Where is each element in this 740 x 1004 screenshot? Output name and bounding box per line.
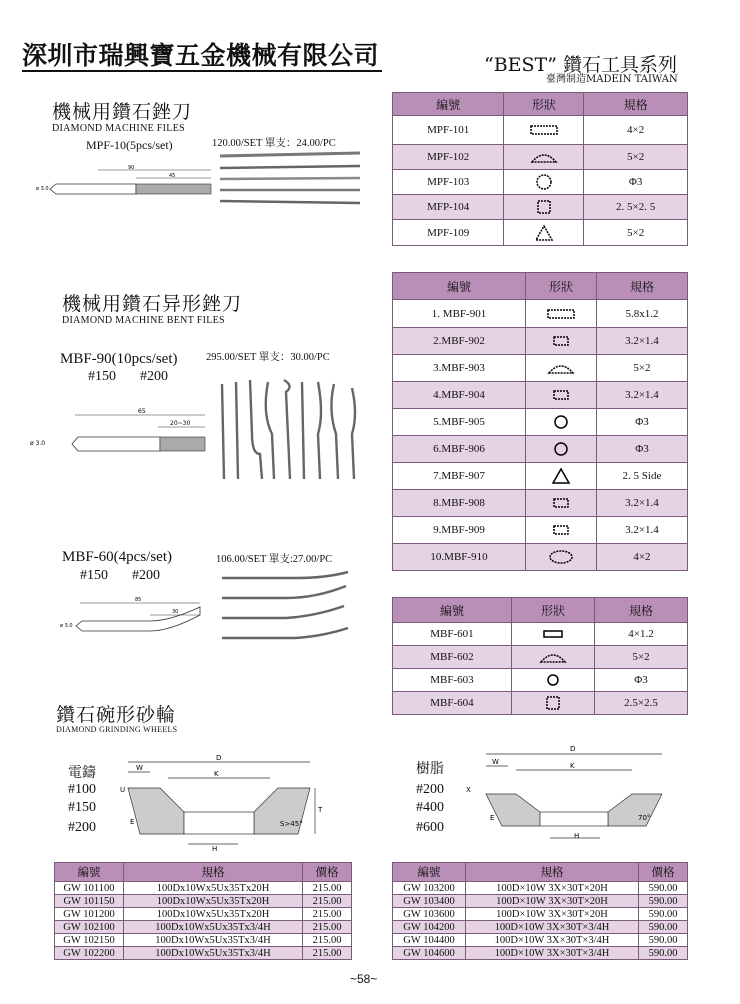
- table-row: GW 102100 100Dx10Wx5Ux35Tx3/4H 215.00: [55, 921, 352, 934]
- dim-e: E: [130, 818, 135, 826]
- dim-k-r: K: [570, 762, 575, 770]
- table-row: MPF-109 5×2: [393, 220, 688, 246]
- table-row: MBF-602 5×2: [393, 646, 688, 669]
- section2-model-a: MBF-90(10pcs/set): [60, 351, 178, 367]
- section3-title-en: DIAMOND GRINDING WHEELS: [56, 725, 178, 734]
- mbf60-len-total: 85: [135, 597, 142, 603]
- mpf-spec-table: 編號 形狀 規格 MPF-101 4×2 MPF-102 5×2 MPF-103 Φ3 MFP-104 2. 5×2. 5 MPF-109 5×2: [392, 92, 688, 246]
- mbf90-files-photo: [214, 374, 364, 482]
- table-row: GW 102150 100Dx10Wx5Ux35Tx3/4H 215.00: [55, 934, 352, 947]
- table-row: MFP-104 2. 5×2. 5: [393, 195, 688, 220]
- mpf-len-coat: 45: [169, 173, 176, 179]
- section1-title-zh: 機械用鑽石銼刀: [52, 101, 193, 123]
- mbf60-file-drawing: [60, 595, 210, 645]
- right-grit-3: #600: [416, 820, 444, 835]
- dim-e-r: E: [490, 814, 495, 822]
- made-in-label: 臺灣制造MADEIN TAIWAN: [546, 74, 678, 85]
- table-row: GW 102200 100Dx10Wx5Ux35Tx3/4H 215.00: [55, 947, 352, 960]
- dim-k: K: [214, 770, 219, 778]
- section2-model-b: MBF-60(4pcs/set): [62, 549, 172, 565]
- half-round-shape-icon: [538, 650, 568, 664]
- grit-b-1: #150: [80, 568, 108, 583]
- dim-w: W: [136, 764, 143, 772]
- triangle-shape-icon: [533, 223, 555, 243]
- right-grit-2: #400: [416, 800, 444, 815]
- grit-a-2: #200: [140, 369, 168, 384]
- company-underline: [22, 70, 382, 72]
- section1-title-en: DIAMOND MACHINE FILES: [52, 123, 185, 134]
- rect-shape-icon: [551, 388, 571, 402]
- dim-h-r: H: [574, 832, 580, 840]
- rect-wide-shape-icon: [541, 628, 565, 640]
- right-wheel-diagram: [462, 742, 672, 842]
- round-shape-icon: [551, 440, 571, 458]
- dim-u: U: [120, 786, 126, 794]
- table-row: MPF-103 Φ3: [393, 170, 688, 195]
- dim-angle-r: 70°: [638, 814, 651, 822]
- dim-t: T: [318, 806, 323, 814]
- left-grit-3: #200: [68, 820, 96, 835]
- rect-wide-shape-icon: [546, 308, 576, 320]
- table-row: GW 104400 100D×10W 3X×30T×3/4H 590.00: [393, 934, 688, 947]
- round-shape-icon: [543, 672, 563, 688]
- table-row: MPF-102 5×2: [393, 145, 688, 170]
- dim-x-r: X: [466, 786, 471, 794]
- oval-shape-icon: [547, 549, 575, 565]
- table-row: 3.MBF-903 5×2: [393, 355, 688, 382]
- table-row: 8.MBF-908 3.2×1.4: [393, 490, 688, 517]
- grit-b-2: #200: [132, 568, 160, 583]
- round-shape-icon: [534, 172, 554, 192]
- rect-shape-icon: [551, 523, 571, 537]
- table-row: GW 104200 100D×10W 3X×30T×3/4H 590.00: [393, 921, 688, 934]
- section1-price: 120.00/SET 單支：24.00/PC: [212, 138, 336, 149]
- rect-shape-icon: [551, 334, 571, 348]
- section2-title-en: DIAMOND MACHINE BENT FILES: [62, 315, 225, 326]
- table-row: 6.MBF-906 Φ3: [393, 436, 688, 463]
- mbf90-dia: ø 3.0: [30, 440, 46, 447]
- half-round-shape-icon: [546, 361, 576, 375]
- page-number: ~58~: [350, 972, 378, 986]
- section2-price-a: 295.00/SET 單支：30.00/PC: [206, 352, 330, 363]
- grit-a-1: #150: [88, 369, 116, 384]
- mbf90-file-drawing: [30, 405, 210, 465]
- table-row: GW 103400 100D×10W 3X×30T×20H 590.00: [393, 895, 688, 908]
- mbf60-len-coat: 30: [172, 609, 179, 615]
- section2-price-b: 106.00/SET 單支:27.00/PC: [216, 554, 333, 565]
- dim-d: D: [216, 754, 222, 762]
- mpf-files-photo: [210, 150, 370, 210]
- table-row: GW 101100 100Dx10Wx5Ux35Tx20H 215.00: [55, 882, 352, 895]
- left-wheel-diagram: [120, 752, 330, 852]
- half-round-shape-icon: [529, 150, 559, 164]
- table-row: MPF-101 4×2: [393, 116, 688, 145]
- dim-d-r: D: [570, 745, 576, 753]
- mbf60-files-photo: [216, 570, 356, 650]
- dim-s: S>45°: [280, 820, 303, 828]
- square-shape-icon: [543, 694, 563, 712]
- mbf90-len-coat: 20~30: [170, 420, 191, 427]
- table-row: GW 101150 100Dx10Wx5Ux35Tx20H 215.00: [55, 895, 352, 908]
- mpf-dia: ø 3.0: [36, 186, 49, 192]
- table-row: GW 104600 100D×10W 3X×30T×3/4H 590.00: [393, 947, 688, 960]
- round-shape-icon: [551, 413, 571, 431]
- section1-model: MPF-10(5pcs/set): [86, 138, 173, 152]
- mbf60-spec-table: 編號 形狀 規格 MBF-601 4×1.2 MBF-602 5×2 MBF-603 Φ3 MBF-604 2.5×2.5: [392, 597, 688, 715]
- left-wheel-table: 編號 規格 價格 GW 101100 100Dx10Wx5Ux35Tx20H 215.00 GW 101150 100Dx10Wx5Ux35Tx20H 215.00 GW 101200 100Dx10Wx5Ux35Tx20H 215.00 GW 102100 100Dx10Wx5Ux35Tx3/4H 215.00 GW 102150 100Dx10Wx5Ux35Tx3/4H 215.00 GW 102200 100Dx10Wx5Ux35Tx3/4H 215.00: [54, 862, 352, 960]
- mbf90-len-total: 65: [138, 408, 146, 415]
- mbf90-spec-table: 編號 形狀 規格 1. MBF-901 5.8x1.2 2.MBF-902 3.2×1.4 3.MBF-903 5×2 4.MBF-904 3.2×1.4 5.MBF-905 Φ3 6.MBF-906 Φ3 7.MBF-907 2. 5 Side 8.MBF-908 3.2×1.4 9.MBF-909 3.2×1.4 10.MBF-910 4×2: [392, 272, 688, 571]
- right-bond-label: 樹脂: [416, 762, 444, 777]
- table-row: 10.MBF-910 4×2: [393, 544, 688, 571]
- right-wheel-table: 編號 規格 價格 GW 103200 100D×10W 3X×30T×20H 590.00 GW 103400 100D×10W 3X×30T×20H 590.00 GW 103600 100D×10W 3X×30T×20H 590.00 GW 104200 100D×10W 3X×30T×3/4H 590.00 GW 104400 100D×10W 3X×30T×3/4H 590.00 GW 104600 100D×10W 3X×30T×3/4H 590.00: [392, 862, 688, 960]
- left-bond-label: 電鑄: [68, 766, 96, 781]
- table-row: GW 101200 100Dx10Wx5Ux35Tx20H 215.00: [55, 908, 352, 921]
- table-row: 9.MBF-909 3.2×1.4: [393, 517, 688, 544]
- left-grit-1: #100: [68, 782, 96, 797]
- table-row: 4.MBF-904 3.2×1.4: [393, 382, 688, 409]
- table-row: 2.MBF-902 3.2×1.4: [393, 328, 688, 355]
- table-row: 5.MBF-905 Φ3: [393, 409, 688, 436]
- table-row: MBF-603 Φ3: [393, 669, 688, 692]
- left-grit-2: #150: [68, 800, 96, 815]
- mpf-len-total: 90: [128, 165, 135, 171]
- table-row: MBF-601 4×1.2: [393, 623, 688, 646]
- right-grit-1: #200: [416, 782, 444, 797]
- table-row: 1. MBF-901 5.8x1.2: [393, 300, 688, 328]
- mpf-file-drawing: [36, 160, 216, 210]
- mbf60-dia: ø 3.0: [60, 623, 73, 629]
- table-row: GW 103600 100D×10W 3X×30T×20H 590.00: [393, 908, 688, 921]
- section2-title-zh: 機械用鑽石异形銼刀: [62, 293, 243, 315]
- table-row: 7.MBF-907 2. 5 Side: [393, 463, 688, 490]
- dim-h: H: [212, 845, 218, 852]
- rect-wide-shape-icon: [529, 124, 559, 136]
- triangle-shape-icon: [550, 467, 572, 485]
- table-row: MBF-604 2.5×2.5: [393, 692, 688, 715]
- dim-w-r: W: [492, 758, 499, 766]
- section3-title-zh: 鑽石碗形砂輪: [56, 704, 177, 726]
- company-name: 深圳市瑞興寶五金機械有限公司: [22, 41, 380, 70]
- table-row: GW 103200 100D×10W 3X×30T×20H 590.00: [393, 882, 688, 895]
- square-shape-icon: [534, 197, 554, 217]
- series-title: “BEST” 鑽石工具系列: [484, 54, 677, 76]
- rect-shape-icon: [551, 496, 571, 510]
